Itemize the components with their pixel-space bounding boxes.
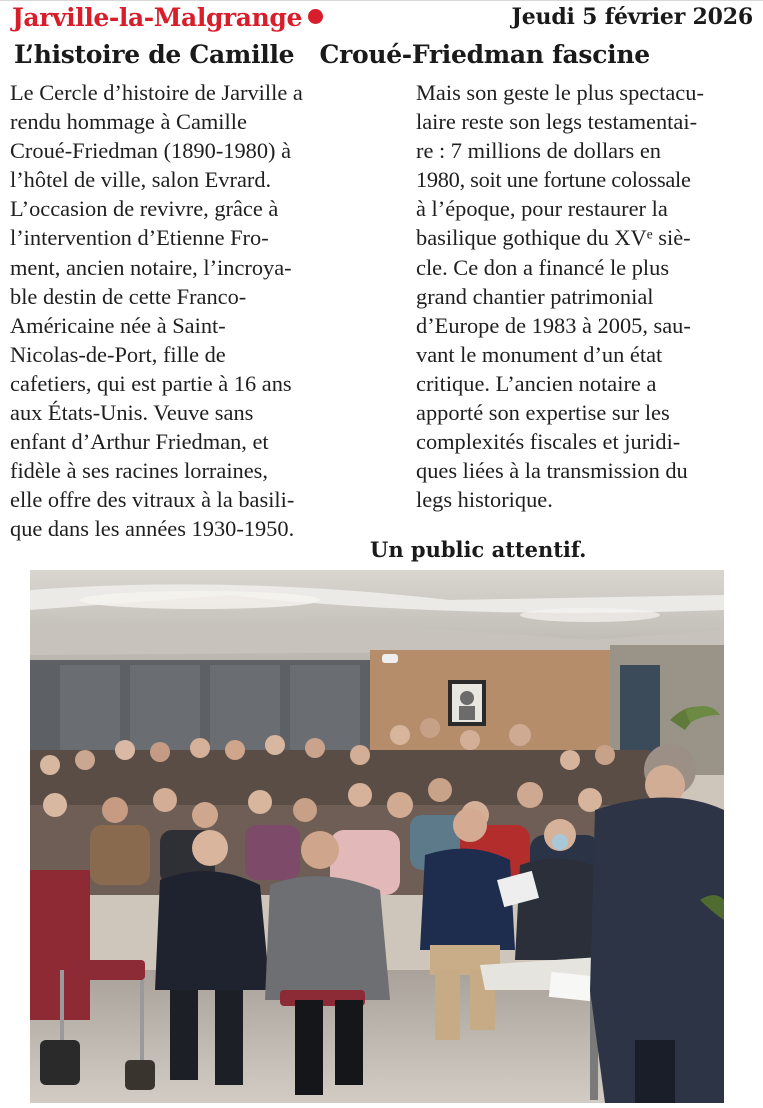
text-line: L’occasion de revivre, grâce à: [10, 196, 279, 222]
text-line: ques liées à la transmission du: [416, 458, 688, 484]
text-line: fidèle à ses racines lorraines,: [10, 458, 268, 484]
text-line: ment, ancien notaire, l’incroya-: [10, 254, 292, 280]
text-line: legs historique.: [416, 487, 553, 513]
text-line: aux États-Unis. Veuve sans: [10, 400, 254, 426]
text-line: vant le monument d’un état: [416, 341, 663, 367]
text-line-end: siè-: [652, 225, 691, 251]
text-line: que dans les années 1930-1950.: [10, 516, 295, 542]
red-dot-icon: [308, 9, 323, 24]
text-line: Mais son geste le plus spectacu-: [416, 80, 704, 105]
text-line: l’intervention d’Etienne Fro-: [10, 225, 269, 251]
publication-date: Jeudi 5 février 2026: [511, 4, 753, 30]
text-line: Le Cercle d’histoire de Jarville a: [10, 80, 303, 105]
top-rule: [0, 0, 763, 1]
photo-caption: Un public attentif.: [370, 537, 587, 562]
article-column-right: [416, 78, 761, 514]
text-line: Croué-Friedman (1890-1980) à: [10, 138, 292, 164]
text-line: 1980, soit une fortune colossale: [416, 167, 691, 193]
locality-heading: [12, 3, 323, 32]
text-line: critique. L’ancien notaire a: [416, 370, 657, 396]
text-line: re : 7 millions de dollars en: [416, 138, 662, 164]
article-headline: L’histoire de Camille Croué-Friedman fascine: [14, 40, 650, 69]
text-line: laire reste son legs testamentai-: [416, 109, 698, 135]
ordinal-superscript: e: [646, 226, 653, 242]
text-line: rendu hommage à Camille: [10, 109, 247, 135]
text-line: enfant d’Arthur Friedman, et: [10, 429, 269, 455]
text-line: d’Europe de 1983 à 2005, sau-: [416, 312, 691, 338]
locality-name: Jarville-la-Malgrange: [12, 3, 302, 32]
audience-photo-drawing: [30, 570, 724, 1103]
text-line-start: basilique gothique du XV: [416, 225, 647, 251]
text-line: ble destin de cette Franco-: [10, 283, 247, 309]
text-line: l’hôtel de ville, salon Evrard.: [10, 167, 272, 193]
text-line: Américaine née à Saint-: [10, 312, 226, 338]
text-line: apporté son expertise sur les: [416, 400, 670, 426]
text-line: cafetiers, qui est partie à 16 ans: [10, 370, 292, 396]
text-line-with-superscript: [416, 223, 761, 252]
audience-photo: [30, 570, 724, 1103]
text-line: grand chantier patrimonial: [416, 283, 654, 309]
text-line: cle. Ce don a financé le plus: [416, 254, 670, 280]
article-column-left: [10, 78, 360, 544]
text-line: complexités fiscales et juridi-: [416, 429, 681, 455]
text-line: à l’époque, pour restaurer la: [416, 196, 668, 222]
text-line: Nicolas-de-Port, fille de: [10, 341, 226, 367]
text-line: elle offre des vitraux à la basili-: [10, 487, 295, 513]
